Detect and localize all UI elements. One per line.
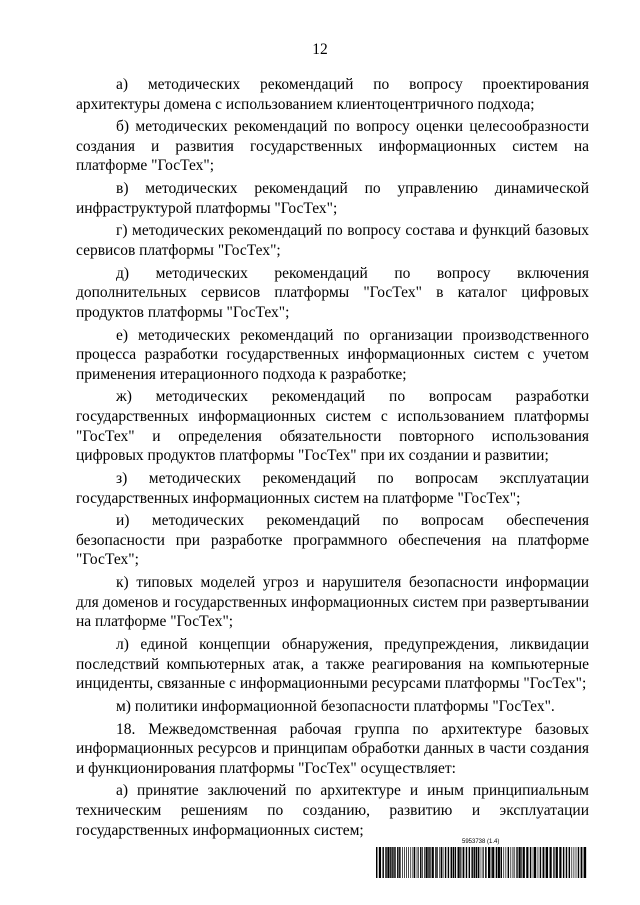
paragraph-z: з) методических рекомендаций по вопросам эксплуатации государственных информационных систем на платформе "ГосТех"; <box>76 469 589 507</box>
body-text <box>76 75 589 843</box>
paragraph-e: е) методических рекомендаций по организации производственного процесса разработки государственных информационных систем с учетом применения итерационного подхода к разработке; <box>76 326 589 383</box>
paragraph-k: к) типовых моделей угроз и нарушителя безопасности информации для доменов и государственных информационных систем при развертывании на платформе "ГосТех"; <box>76 574 589 631</box>
paragraph-v: в) методических рекомендаций по управлению динамической инфраструктурой платформы "ГосТех"; <box>76 180 589 217</box>
page-number: 12 <box>312 41 328 58</box>
paragraph-a: а) методических рекомендаций по вопросу проектирования архитектуры домена с использованием клиентоцентричного подхода; <box>76 76 589 113</box>
paragraph-18: 18. Межведомственная рабочая группа по архитектуре базовых информационных ресурсов и принципам обработки данных в части создания и функционирования платформы "ГосТех" осуществляет: <box>76 720 589 777</box>
paragraph-b: б) методических рекомендаций по вопросу оценки целесообразности создания и развития государственных информационных систем на платформе "ГосТех"; <box>76 118 589 175</box>
paragraph-l: л) единой концепции обнаружения, предупреждения, ликвидации последствий компьютерных атак, а также реагирования на компьютерные инциденты, связанные с информационными ресурсами платформы "ГосТех"; <box>76 635 589 693</box>
paragraph-d: д) методических рекомендаций по вопросу включения дополнительных сервисов платформы "ГосТех" в каталог цифровых продуктов платформы "ГосТех"; <box>76 264 589 321</box>
paragraph-18-a: а) принятие заключений по архитектуре и иным принципиальным техническим решениям по созданию, развитию и эксплуатации государственных информационных систем; <box>76 782 589 839</box>
paragraph-i: и) методических рекомендаций по вопросам обеспечения безопасности при разработке программного обеспечения на платформе "ГосТех"; <box>76 512 589 569</box>
barcode-block <box>376 839 589 881</box>
barcode-caption: 5953738 (1.4) <box>462 839 500 845</box>
barcode-icon <box>376 847 589 878</box>
paragraph-g: г) методических рекомендаций по вопросу состава и функций базовых сервисов платформы "ГосТех"; <box>76 222 589 260</box>
paragraph-m: м) политики информационной безопасности платформы "ГосТех". <box>116 697 555 715</box>
paragraph-zh: ж) методических рекомендаций по вопросам разработки государственных информационных систем с использованием платформы "ГосТех" и определения обязательности повторного использования цифровых продуктов платформы "ГосТех" при их создании и развитии; <box>76 388 589 465</box>
